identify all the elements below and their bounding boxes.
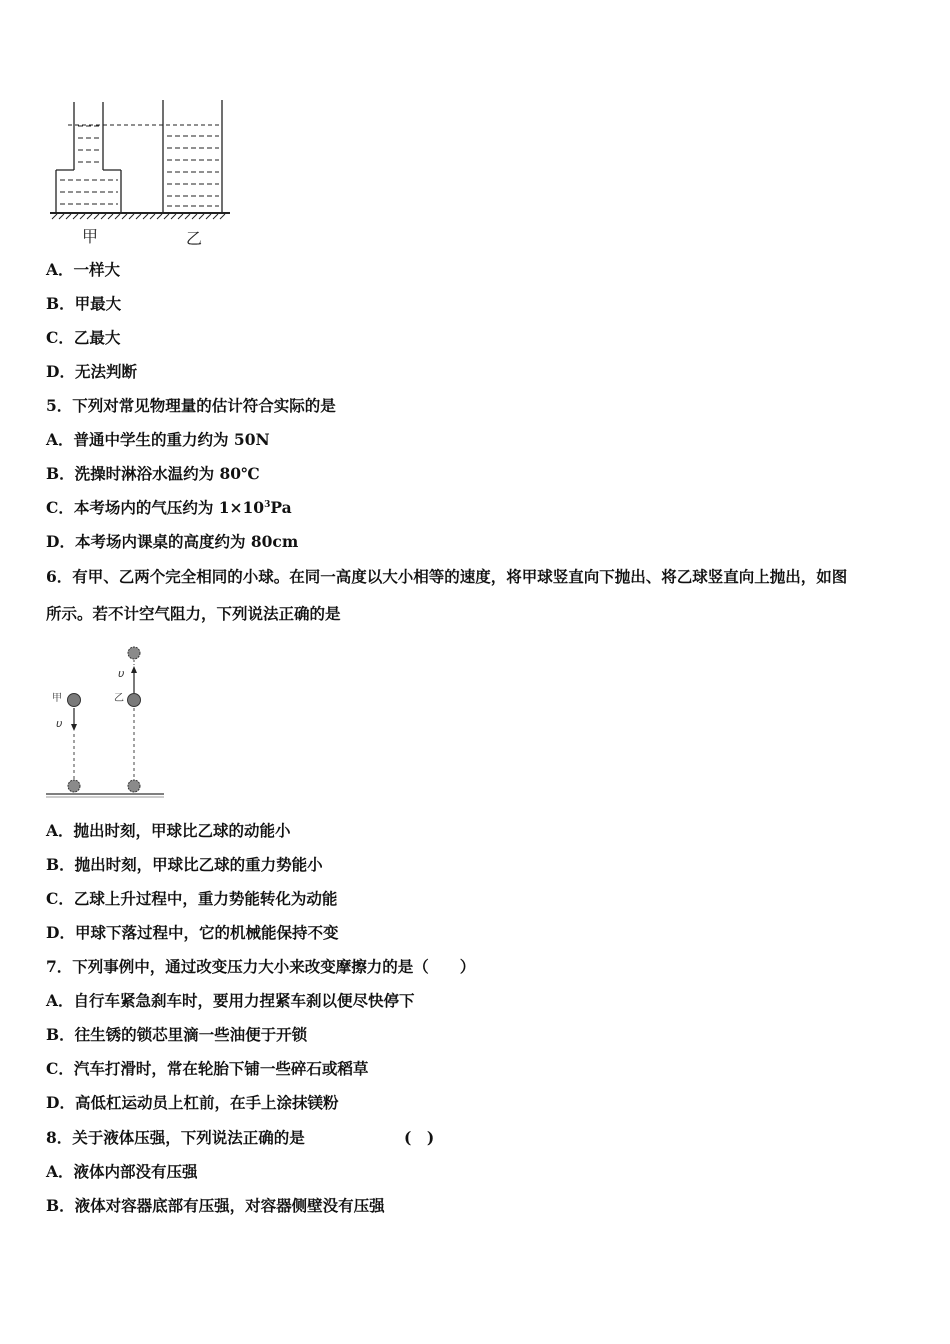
q8-option-a: A．液体内部没有压强 — [46, 1162, 198, 1181]
q5-option-c: C．本考场内的气压约为 $1\times 10^3Pa$ — [46, 498, 292, 517]
q7-stem: 7．下列事例中，通过改变压力大小来改变摩擦力的是（ ） — [46, 957, 476, 976]
label-jia: 甲 — [82, 227, 99, 246]
q5-option-d: D．本考场内课桌的高度约为 80cm — [46, 532, 299, 551]
label-yi: 乙 — [186, 229, 203, 248]
velocity-label-down: υ — [56, 717, 63, 730]
q8-option-b: B．液体对容器底部有压强，对容器侧壁没有压强 — [46, 1196, 385, 1215]
q4-option-a: A．一样大 — [46, 260, 121, 279]
velocity-label-up: υ — [118, 667, 125, 680]
q4-option-d: D．无法判断 — [46, 362, 137, 381]
q6-option-b: B．抛出时刻，甲球比乙球的重力势能小 — [46, 855, 323, 874]
container-diagram — [46, 96, 236, 251]
q7-option-b: B．往生锈的锁芯里滴一些油便于开锁 — [46, 1025, 308, 1044]
q6-option-a: A．抛出时刻，甲球比乙球的动能小 — [46, 821, 291, 840]
q5-option-a: A．普通中学生的重力约为 50N — [46, 430, 270, 449]
ball-label-jia: 甲 — [52, 693, 62, 704]
ball-figure — [44, 642, 174, 802]
container-figure — [46, 96, 236, 251]
q5-stem: 5．下列对常见物理量的估计符合实际的是 — [46, 396, 336, 415]
q4-option-b: B．甲最大 — [46, 294, 122, 313]
q8-stem: 8．关于液体压强，下列说法正确的是 — [46, 1128, 305, 1147]
ball-diagram — [44, 642, 174, 802]
q6-option-c: C．乙球上升过程中，重力势能转化为动能 — [46, 889, 338, 908]
ball-label-yi: 乙 — [114, 693, 124, 704]
q7-option-c: C．汽车打滑时，常在轮胎下铺一些碎石或稻草 — [46, 1059, 369, 1078]
q4-option-c: C．乙最大 — [46, 328, 121, 347]
q7-option-a: A．自行车紧急刹车时，要用力捏紧车刹以便尽快停下 — [46, 991, 415, 1010]
q6-stem-line1: 6．有甲、乙两个完全相同的小球。在同一高度以大小相等的速度，将甲球竖直向下抛出、将乙球竖直向上抛出，如图 — [46, 567, 848, 586]
q6-option-d: D．甲球下落过程中，它的机械能保持不变 — [46, 923, 339, 942]
q8-answer-paren: ( ) — [404, 1128, 435, 1147]
q6-stem-line2: 所示。若不计空气阻力，下列说法正确的是 — [46, 604, 341, 623]
q7-option-d: D．高低杠运动员上杠前，在手上涂抹镁粉 — [46, 1093, 339, 1112]
q5-option-b: B．洗操时淋浴水温约为 80℃ — [46, 464, 260, 483]
